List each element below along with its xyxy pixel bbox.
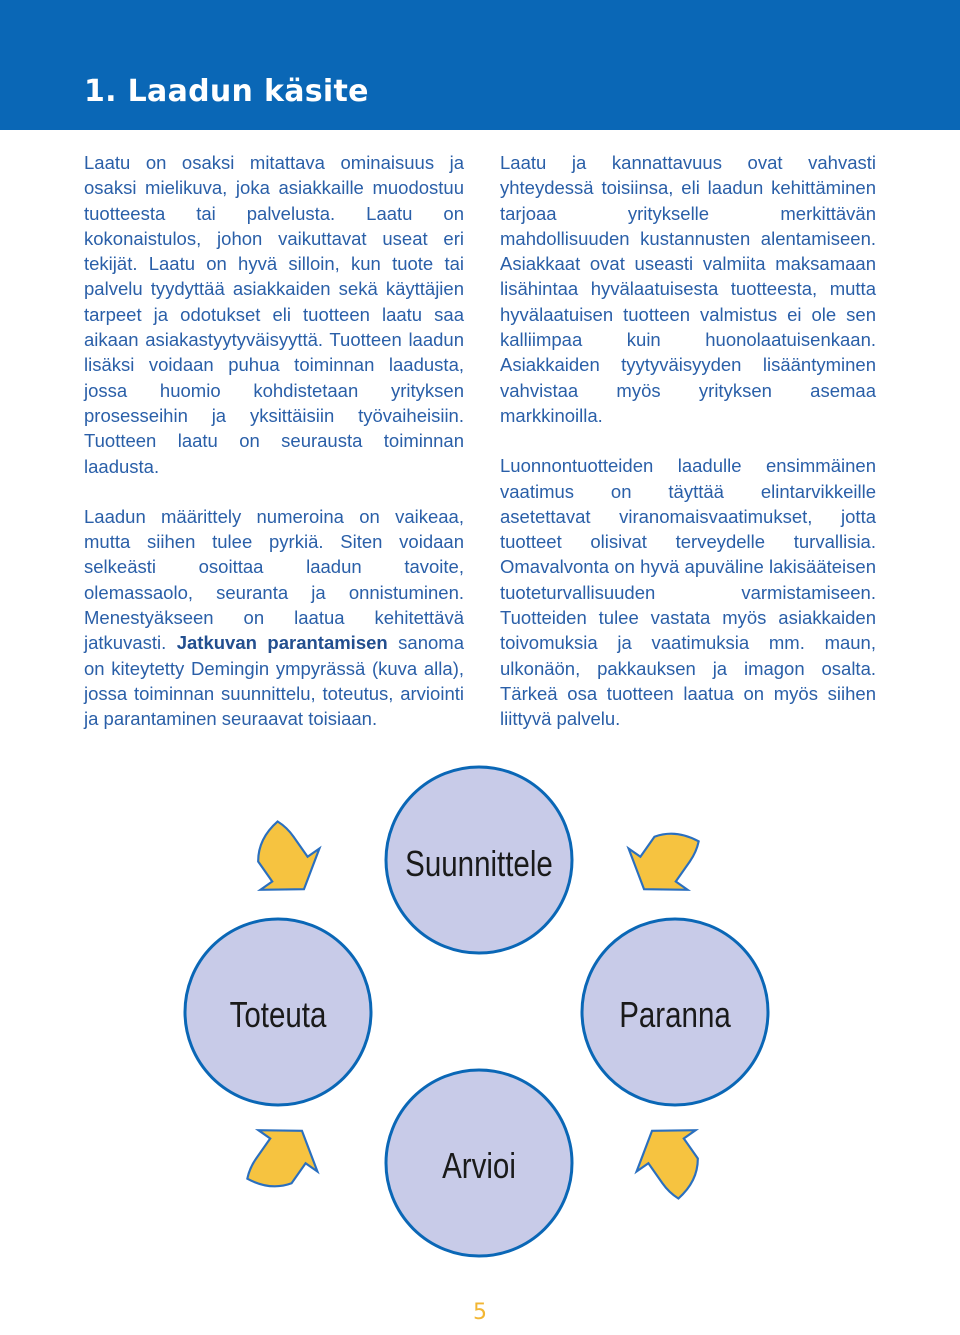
arrow-top-right-icon <box>615 811 714 910</box>
label-suunnittele: Suunnittele <box>405 843 553 884</box>
left-paragraph-2-end: sanoma on kiteytetty Demingin ympyrässä (kuva alla), jossa toiminnan suunnittelu, toteutus, arviointi ja parantaminen seuraavat toisiaan. <box>84 632 464 730</box>
arrow-bottom-left-icon <box>232 1110 331 1209</box>
arrow-bottom-right-icon <box>623 1110 722 1209</box>
left-column <box>84 150 464 757</box>
left-paragraph-2-bold: Jatkuvan parantamisen <box>176 632 388 654</box>
label-arvioi: Arvioi <box>442 1145 516 1186</box>
right-paragraph-1: Laatu ja kannattavuus ovat vahvasti yhteydessä toisiinsa, eli laadun kehittäminen tarjoaa yritykselle merkittävän mahdollisuuden kustannusten alentamiseen. Asiakkaat ovat useasti valmiita maksamaan lisähintaa hyvälaatuisesta tuotteesta, mutta hyvälaatuisen tuotteen valmistus ei ole sen kalliimpaa kuin huonolaatuisenkaan. Asiakkaiden tyytyväisyyden lisääntyminen vahvistaa myös yrityksen asemaa markkinoilla. <box>500 152 876 426</box>
arrow-top-left-icon <box>234 811 333 910</box>
left-paragraph-2 <box>84 504 464 732</box>
deming-cycle-diagram <box>0 740 960 1280</box>
page-title: 1. Laadun käsite <box>84 74 369 109</box>
header-band <box>0 0 960 130</box>
right-paragraph-2: Luonnontuotteiden laadulle ensimmäinen vaatimus on täyttää elintarvikkeille asetettavat viranomaisvaatimukset, jotta tuotteet olisivat terveydelle turvallisia. Omavalvonta on hyvä apuväline lakisääteisen tuoteturvallisuuden varmistamiseen. Tuotteiden tulee vastata myös asiakkaiden toivomuksia ja vaatimuksia mm. maun, ulkonäön, pakkauksen ja imagon osalta. Tärkeä osa tuotteen laatua on myös siihen liittyvä palvelu. <box>500 455 876 730</box>
right-column <box>500 150 876 757</box>
left-paragraph-1: Laatu on osaksi mitattava ominaisuus ja osaksi mielikuva, joka asiakkaille muodostuu tuotteesta tai palvelusta. Laatu on kokonaistulos, johon vaikuttavat useat eri tekijät. Laatu on hyvä silloin, kun tuote tai palvelu tyydyttää asiakkaiden sekä käyttäjien tarpeet ja odotukset eli tuotteen laatu saa aikaan asiakastyytyväisyyttä. Tuotteen laadun lisäksi voidaan puhua toiminnan laadusta, jossa huomio kohdistetaan yrityksen prosesseihin ja yksittäisiin työvaiheisiin. Tuotteen laatu on seurausta toiminnan laadusta. <box>84 152 464 477</box>
label-toteuta: Toteuta <box>229 994 327 1035</box>
page-number: 5 <box>473 1300 487 1325</box>
left-paragraph-2-start: Laadun määrittely numeroina on vaikeaa, mutta siihen tulee pyrkiä. Siten voidaan selkeästi osoittaa laadun tavoite, olemassaolo, seuranta ja onnistuminen. Menestyäkseen on laatua kehitettävä jatkuvasti. <box>84 505 464 654</box>
label-paranna: Paranna <box>619 994 731 1035</box>
